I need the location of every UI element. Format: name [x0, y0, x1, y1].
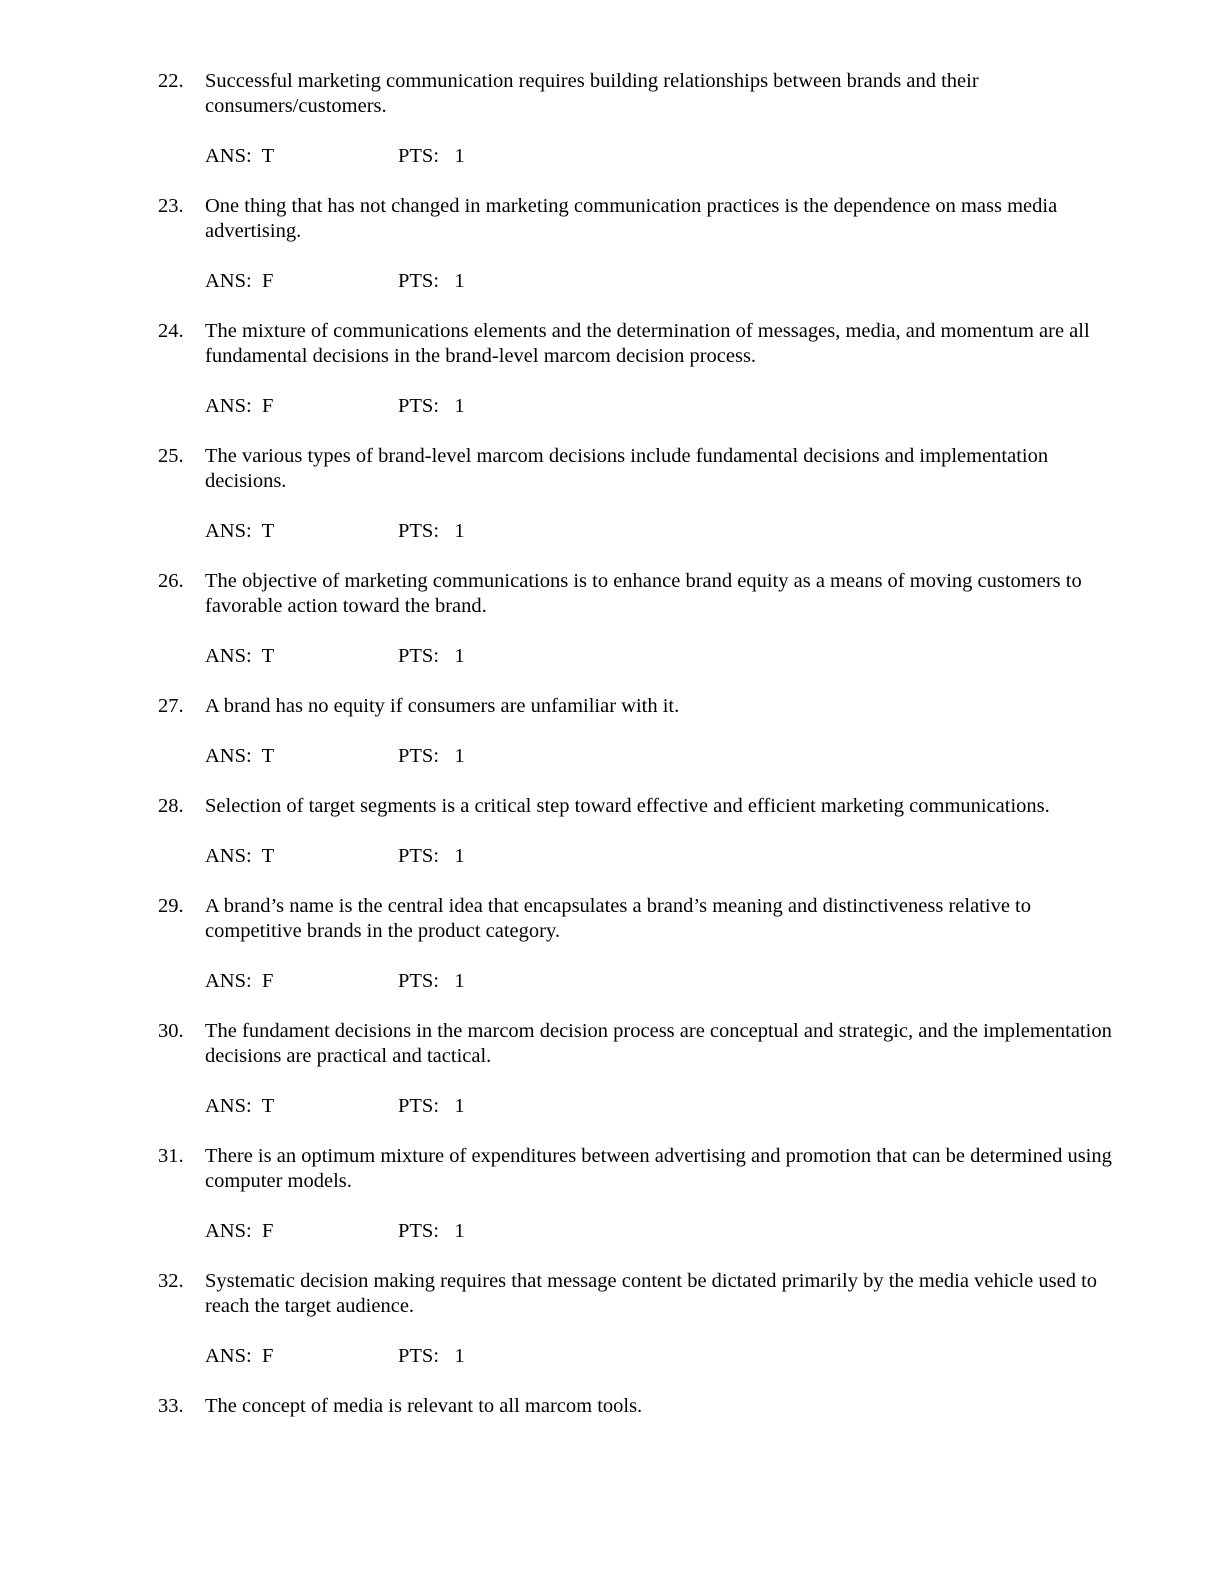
answer-row	[205, 144, 1118, 169]
answer-row	[205, 969, 1118, 994]
question-text: The concept of media is relevant to all marcom tools.	[205, 1395, 643, 1417]
answer-row	[205, 744, 1118, 769]
question-item	[158, 1269, 1118, 1369]
points-label: PTS: 1	[398, 1220, 465, 1242]
question-number: 30.	[158, 1020, 184, 1042]
answer-label: ANS: T	[205, 1095, 275, 1117]
question-number: 29.	[158, 895, 184, 917]
question-item	[158, 569, 1118, 669]
answer-label: ANS: T	[205, 745, 275, 767]
question-number: 22.	[158, 70, 184, 92]
answer-label: ANS: F	[205, 1345, 274, 1367]
answer-label: ANS: T	[205, 845, 275, 867]
question-number: 25.	[158, 445, 184, 467]
points-label: PTS: 1	[398, 745, 465, 767]
points-label: PTS: 1	[398, 645, 465, 667]
answer-row	[205, 844, 1118, 869]
answer-label: ANS: T	[205, 645, 275, 667]
points-label: PTS: 1	[398, 270, 465, 292]
question-item	[158, 1144, 1118, 1244]
question-number: 31.	[158, 1145, 184, 1167]
question-number: 26.	[158, 570, 184, 592]
answer-label: ANS: F	[205, 270, 274, 292]
question-item	[158, 444, 1118, 544]
points-label: PTS: 1	[398, 1095, 465, 1117]
question-text: The fundament decisions in the marcom decision process are conceptual and strategic, and the implementation decisions are practical and tactical.	[205, 1020, 1112, 1067]
question-text: The various types of brand-level marcom decisions include fundamental decisions and implementation decisions.	[205, 445, 1049, 492]
question-text: The objective of marketing communications is to enhance brand equity as a means of moving customers to favorable action toward the brand.	[205, 570, 1082, 617]
answer-label: ANS: T	[205, 145, 275, 167]
question-item	[158, 194, 1118, 294]
question-text: A brand has no equity if consumers are unfamiliar with it.	[205, 695, 680, 717]
points-label: PTS: 1	[398, 845, 465, 867]
points-label: PTS: 1	[398, 520, 465, 542]
answer-row	[205, 1219, 1118, 1244]
points-label: PTS: 1	[398, 395, 465, 417]
points-label: PTS: 1	[398, 1345, 465, 1367]
points-label: PTS: 1	[398, 970, 465, 992]
answer-label: ANS: F	[205, 1220, 274, 1242]
answer-label: ANS: F	[205, 395, 274, 417]
answer-row	[205, 269, 1118, 294]
question-item	[158, 1019, 1118, 1119]
question-text: The mixture of communications elements and the determination of messages, media, and momentum are all fundamental decisions in the brand-level marcom decision process.	[205, 320, 1090, 367]
answer-row	[205, 519, 1118, 544]
question-item	[158, 1394, 1118, 1419]
question-text: Successful marketing communication requires building relationships between brands and their consumers/customers.	[205, 70, 979, 117]
points-label: PTS: 1	[398, 145, 465, 167]
question-text: A brand’s name is the central idea that encapsulates a brand’s meaning and distinctiveness relative to competitive brands in the product category.	[205, 895, 1031, 942]
answer-label: ANS: F	[205, 970, 274, 992]
question-item	[158, 319, 1118, 419]
answer-row	[205, 1094, 1118, 1119]
question-text: Systematic decision making requires that message content be dictated primarily by the media vehicle used to reach the target audience.	[205, 1270, 1098, 1317]
question-item	[158, 694, 1118, 769]
question-text: There is an optimum mixture of expenditures between advertising and promotion that can be determined using computer models.	[205, 1145, 1112, 1192]
question-text: Selection of target segments is a critical step toward effective and efficient marketing communications.	[205, 795, 1050, 817]
answer-label: ANS: T	[205, 520, 275, 542]
answer-row	[205, 394, 1118, 419]
question-number: 28.	[158, 795, 184, 817]
question-number: 27.	[158, 695, 184, 717]
answer-row	[205, 1344, 1118, 1369]
question-list	[158, 69, 1118, 1419]
question-number: 23.	[158, 195, 184, 217]
question-text: One thing that has not changed in marketing communication practices is the dependence on mass media advertising.	[205, 195, 1058, 242]
question-number: 33.	[158, 1395, 184, 1417]
question-item	[158, 69, 1118, 169]
question-item	[158, 894, 1118, 994]
question-number: 24.	[158, 320, 184, 342]
question-number: 32.	[158, 1270, 184, 1292]
question-item	[158, 794, 1118, 869]
answer-row	[205, 644, 1118, 669]
